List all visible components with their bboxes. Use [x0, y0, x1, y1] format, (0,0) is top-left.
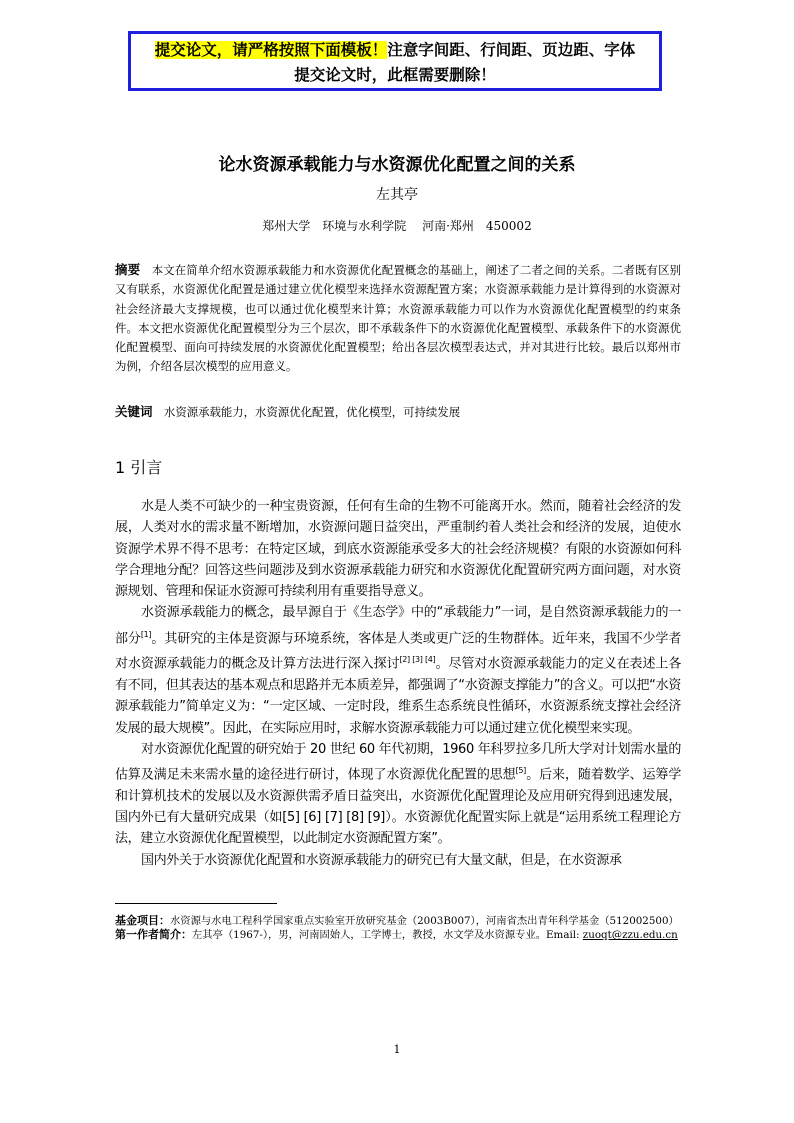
abstract-label: 摘要: [115, 262, 141, 277]
notice-line-1: [131, 38, 659, 63]
fund-label: 基金项目：: [115, 914, 170, 927]
paragraph-4: 国内外关于水资源优化配置和水资源承载能力的研究已有大量文献，但是，在水资源承: [141, 852, 622, 868]
author-name: 左其亭: [376, 187, 418, 203]
affiliation: 郑州大学 环境与水利学院 河南·郑州 450002: [262, 219, 532, 233]
paragraph-1: 水是人类不可缺少的一种宝贵资源，任何有生命的生物不可能离开水。然而，随着社会经济的发展，人类对水的需求量不断增加，水资源问题日益突出，严重制约着人类社会和经济的发展，迫使水资源学术界不得不思考：在特定区域，到底水资源能承受多大的社会经济规模？有限的水资源如何科学合理地分配？回答这些问题涉及到水资源承载能力研究和水资源优化配置研究两方面问题，对水资源规划、管理和保证水资源可持续利用有重要指导意义。: [115, 499, 681, 600]
notice-line-1-rest: 注意字间距、行间距、页边距、字体: [387, 41, 636, 59]
author-bio-text: 左其亭（1967-），男，河南固始人，工学博士，教授，水文学及水资源专业。Email:: [192, 929, 583, 942]
template-notice-box: [128, 31, 662, 91]
keywords-label: 关键词: [115, 404, 153, 419]
citation: [1]: [140, 629, 152, 639]
fund-text: 水资源与水电工程科学国家重点实验室开放研究基金（2003B007），河南省杰出青年科学基金（512002500）: [170, 915, 679, 927]
body-text: [115, 496, 681, 871]
section-heading-introduction: 1 引言: [115, 458, 163, 477]
citation: [5]: [515, 766, 526, 776]
keywords-text: 水资源承载能力，水资源优化配置，优化模型，可持续发展: [163, 405, 461, 419]
page-number: 1: [393, 1043, 401, 1056]
notice-highlight: 提交论文，请严格按照下面模板！: [154, 41, 388, 59]
abstract-text: 本文在简单介绍水资源承载能力和水资源优化配置概念的基础上，阐述了二者之间的关系。二者既有区别又有联系，水资源优化配置是通过建立优化模型来选择水资源配置方案；水资源承载能力是计算得到的水资源对社会经济最大支撑规模，也可以通过优化模型来计算；水资源承载能力可以作为水资源优化配置模型的约束条件。本文把水资源优化配置模型分为三个层次，即不承载条件下的水资源优化配置模型、承载条件下的水资源优化配置模型、面向可持续发展的水资源优化配置模型；给出各层次模型表达式，并对其进行比较。最后以郑州市为例，介绍各层次模型的应用意义。: [115, 263, 681, 374]
paragraph-2-part-b: 。其研究的主体是资源与环境系统，客体是人类或更广泛的生物群体。近年来，我国不少学者对水资源承载能力的概念及计算方法进行深入探讨: [115, 631, 681, 672]
paragraph-2-part-c: 。尽管对水资源承载能力的定义在表述上各有不同，但其表达的基本观点和思路并无本质差异，都强调了“水资源支撑能力”的含义。可以把“水资源承载能力”简单定义为：“一定区域、一定时段，维系生态系统良性循环，水资源系统支撑社会经济发展的最大规模”。因此，在实际应用时，求解水资源承载能力可以通过建立优化模型来实现。: [115, 656, 681, 736]
citation: [2] [3] [4]: [399, 655, 436, 665]
email-link[interactable]: zuoqt@zzu.edu.cn: [582, 929, 678, 942]
footnote-author: [115, 928, 681, 942]
footnotes: [115, 914, 681, 943]
abstract: [115, 260, 681, 377]
paragraph-3: [115, 739, 681, 850]
paragraph-3-part-a: 对水资源优化配置的研究始于 20 世纪 60 年代初期，1960 年科罗拉多几所大学对计划需水量的估算及满足未来需水量的途径进行研讨，体现了水资源优化配置的思想: [115, 741, 681, 783]
footnote-separator: [115, 903, 277, 904]
paragraph-2: [115, 602, 681, 738]
paper-title: 论水资源承载能力与水资源优化配置之间的关系: [218, 155, 576, 175]
notice-line-2: 提交论文时，此框需要删除！: [294, 66, 496, 84]
paragraph-3-part-b: 。后来，随着数学、运筹学和计算机技术的发展以及水资源供需矛盾日益突出，水资源优化配置理论及应用研究得到迅速发展，国内外已有大量研究成果（如[5] [6] [7] [8] [9]）。水资源优化配置实际上就是“运用系统工程理论方法，建立水资源优化配置模型，以此制定水资源配置方案”。: [115, 767, 681, 847]
author-bio-label: 第一作者简介：: [115, 928, 192, 942]
paragraph-2-part-a: 水资源承载能力的概念，最早源自于《生态学》中的“承载能力”一词，是自然资源承载能力的一部分: [115, 605, 681, 647]
footnote-fund: [115, 914, 681, 928]
keywords: [115, 402, 681, 422]
